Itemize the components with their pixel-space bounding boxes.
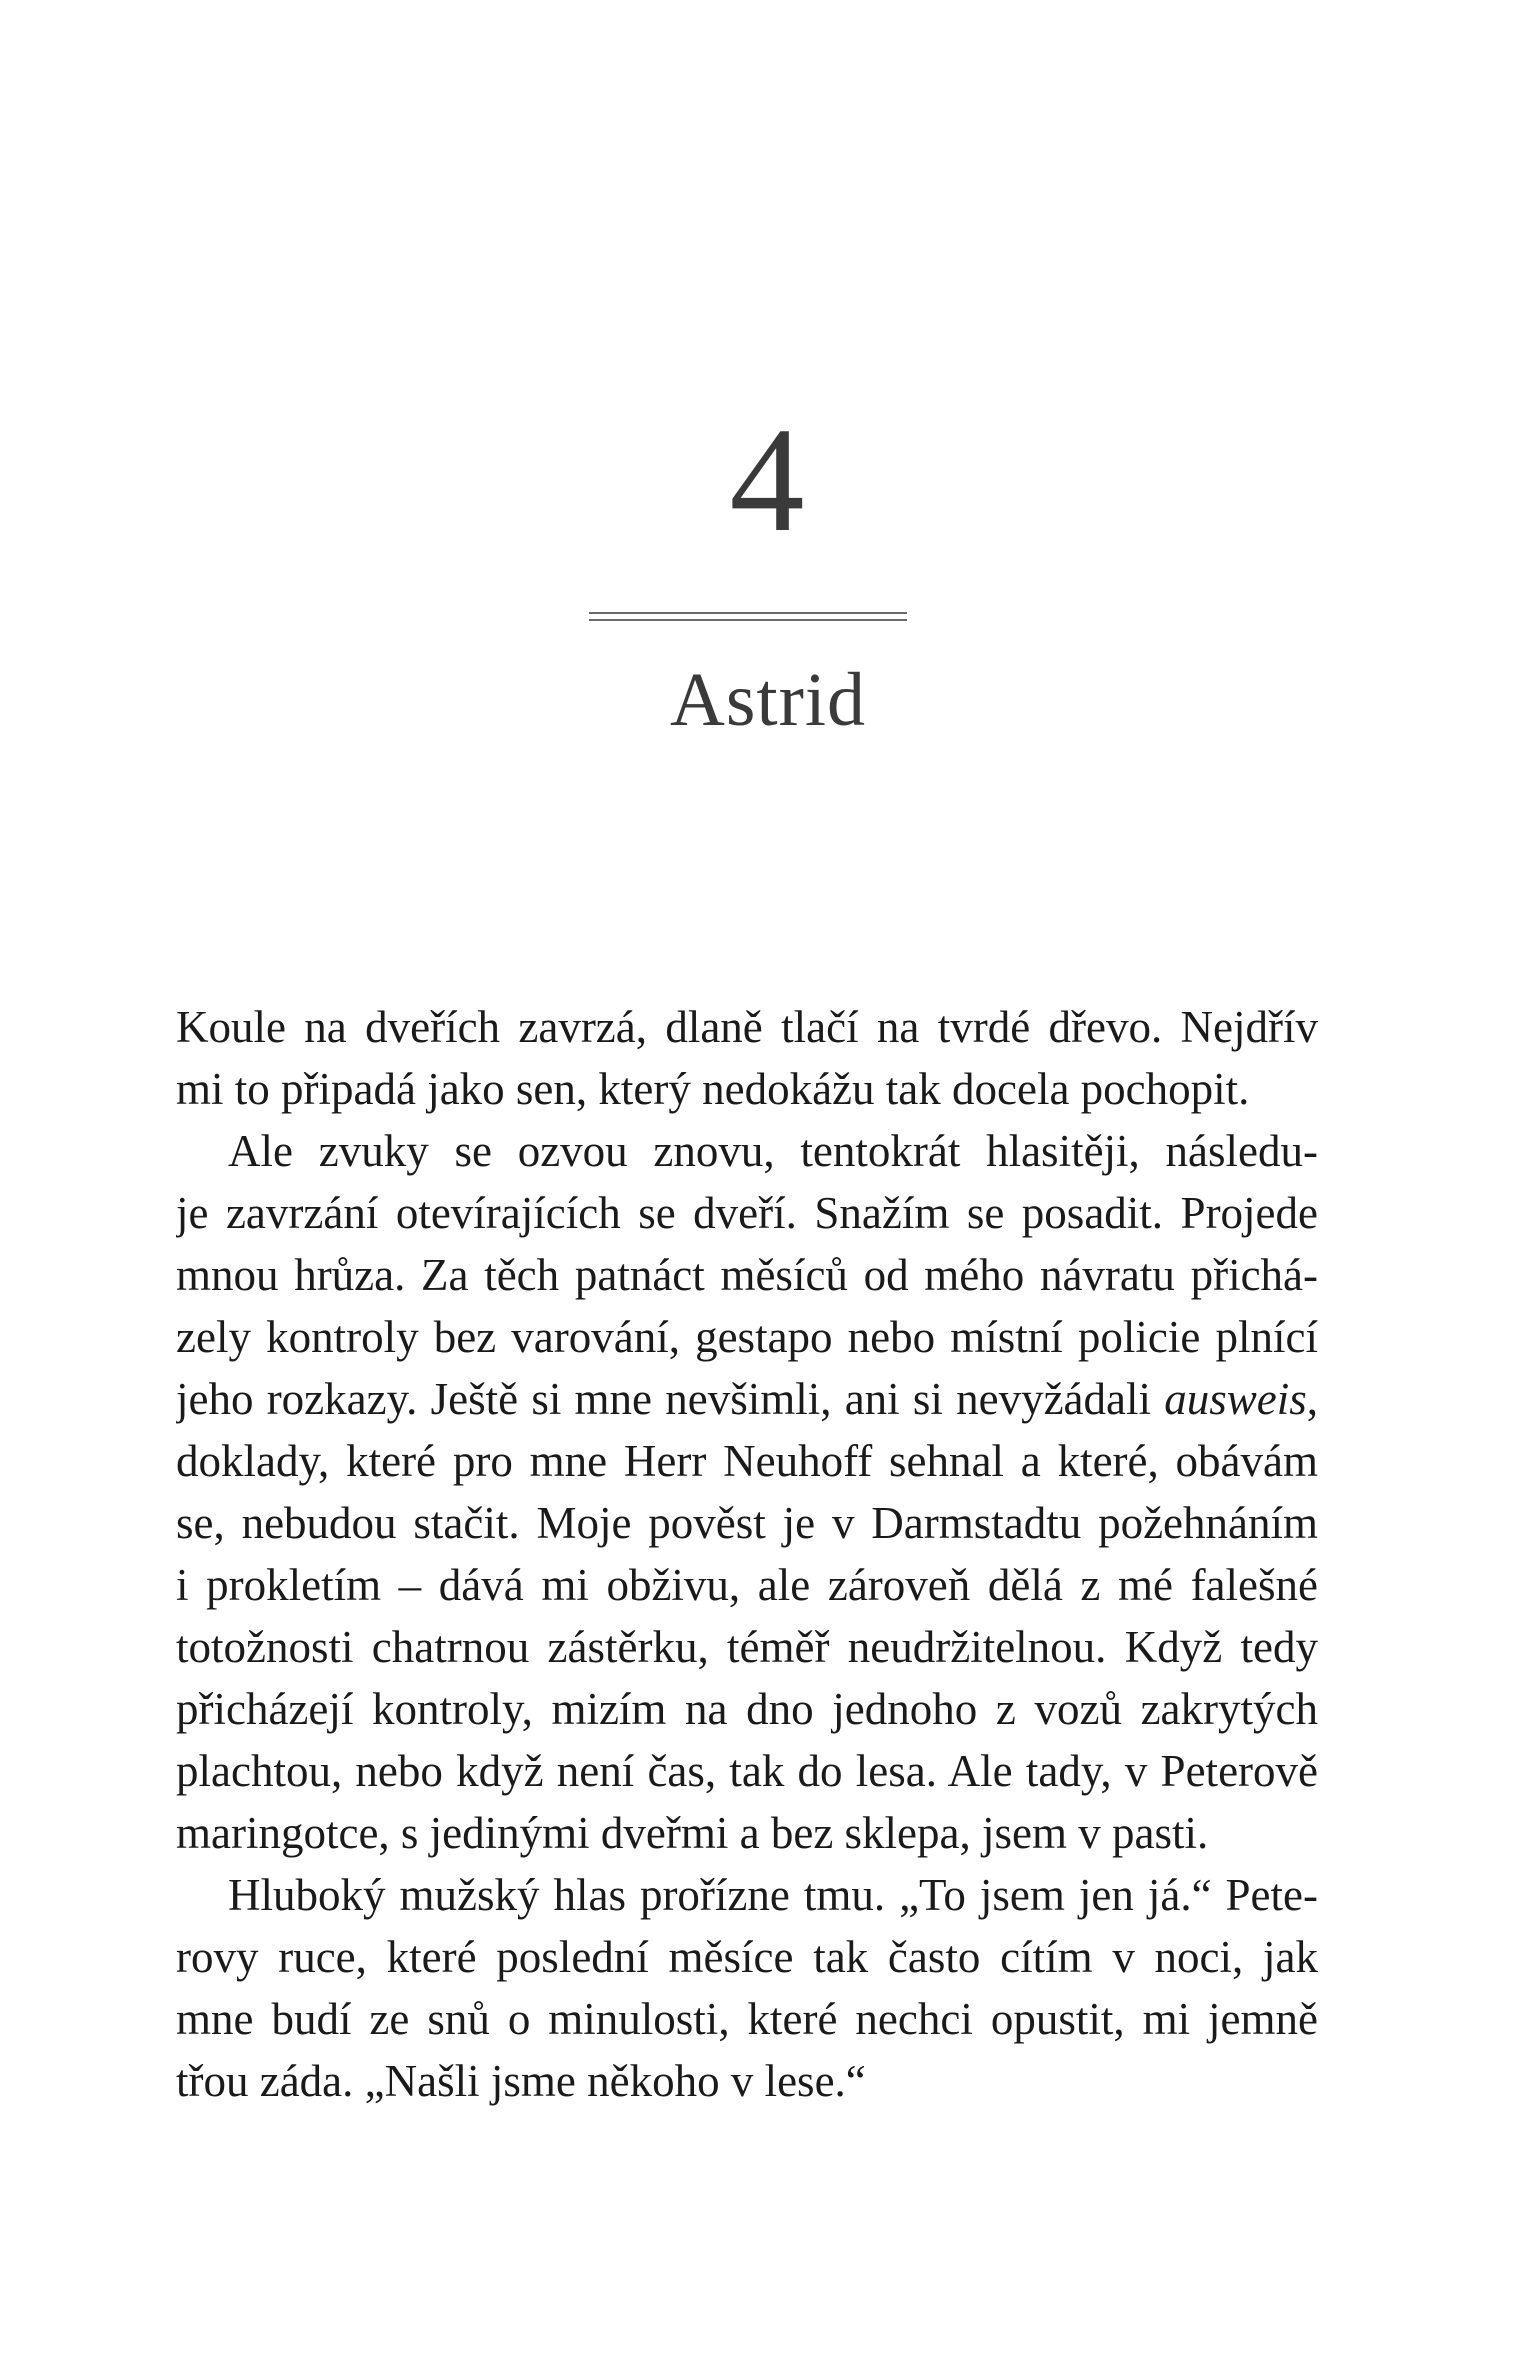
paragraph [176, 1864, 1318, 2112]
text-line: je zavrzání otevírajících se dveří. Snažím se posadit. Projede [176, 1188, 1318, 1238]
chapter-title: Astrid [670, 658, 866, 742]
text-line [176, 1368, 1318, 1430]
text-line: doklady, které pro mne Herr Neuhoff sehnal a které, obávám [176, 1436, 1318, 1486]
text-line: zely kontroly bez varování, gestapo nebo místní policie plnící [176, 1312, 1318, 1362]
paragraph [176, 996, 1318, 1120]
text-line: mne budí ze snů o minulosti, které nechci opustit, mi jemně [176, 1994, 1318, 2044]
text-line: mi to připadá jako sen, který nedokážu tak docela pochopit. [176, 1064, 1250, 1114]
text-line: maringotce, s jedinými dveřmi a bez sklepa, jsem v pasti. [176, 1808, 1209, 1858]
text-line: Ale zvuky se ozvou znovu, tentokrát hlasitěji, následu- [228, 1126, 1318, 1176]
paragraph [176, 1120, 1318, 1864]
italic-term: ausweis [1164, 1374, 1307, 1424]
text-line: třou záda. „Našli jsme někoho v lese.“ [176, 2056, 866, 2106]
text-line: mnou hrůza. Za těch patnáct měsíců od mého návratu přichá- [176, 1250, 1318, 1300]
text-line: se, nebudou stačit. Moje pověst je v Darmstadtu požehnáním [176, 1498, 1318, 1548]
text-line: Koule na dveřích zavrzá, dlaně tlačí na tvrdé dřevo. Nejdřív [176, 1002, 1318, 1052]
text-span: jeho rozkazy. Ještě si mne nevšimli, ani si nevyžádali [176, 1374, 1152, 1424]
text-line: plachtou, nebo když není čas, tak do lesa. Ale tady, v Peterově [176, 1746, 1318, 1796]
text-line: přicházejí kontroly, mizím na dno jednoho z vozů zakrytých [176, 1684, 1318, 1734]
chapter-divider [589, 612, 907, 621]
text-line: rovy ruce, které poslední měsíce tak často cítím v noci, jak [176, 1932, 1318, 1982]
punctuation: , [1306, 1374, 1318, 1424]
text-line: totožnosti chatrnou zástěrku, téměř neudržitelnou. Když tedy [176, 1622, 1318, 1672]
text-line: i prokletím – dává mi obživu, ale zároveň dělá z mé falešné [176, 1560, 1318, 1610]
chapter-number: 4 [729, 397, 807, 563]
text-line: Hluboký mužský hlas prořízne tmu. „To jsem jen já.“ Pete- [228, 1870, 1318, 1920]
chapter-body [176, 996, 1318, 2112]
